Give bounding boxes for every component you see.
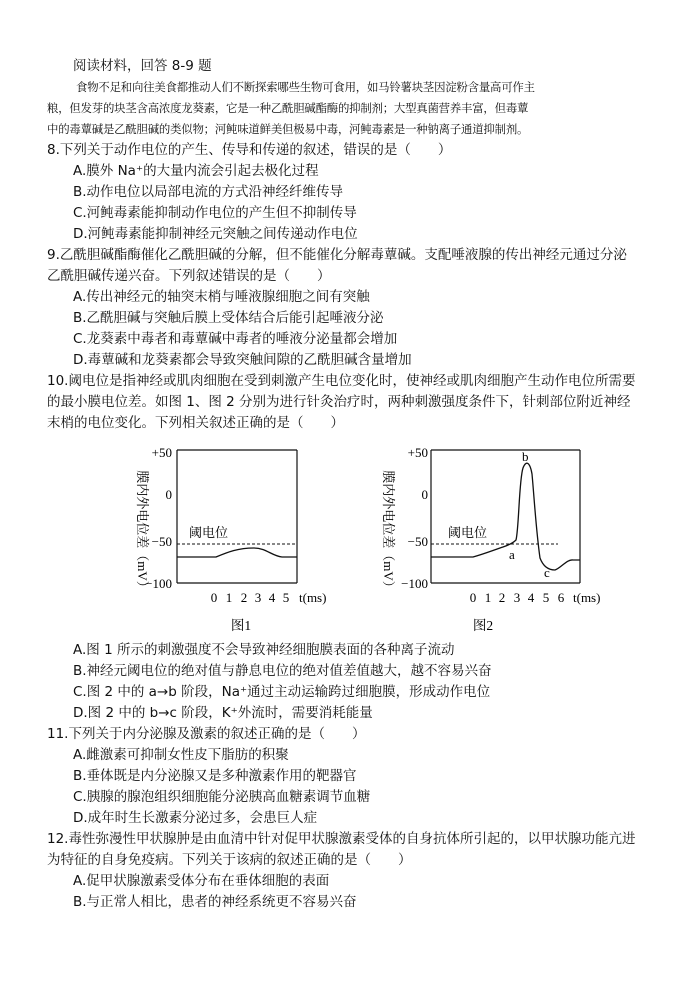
q11-option-a: A.雌激素可抑制女性皮下脂肪的积聚 [73,747,289,763]
q9-option-a: A.传出神经元的轴突末梢与唾液腺细胞之间有突触 [73,289,370,305]
fig1-xtick-1: 1 [225,590,233,605]
fig1-caption: 图1 [230,618,252,633]
fig2-point-label-c: c [544,565,550,580]
q8-option-d: D.河鲀毒素能抑制神经元突触之间传递动作电位 [73,226,358,242]
fig2-potential-curve [431,463,580,570]
fig2-ytick-plus50: +50 [407,445,428,460]
q9-stem-2: 乙酰胆碱传递兴奋。下列叙述错误的是（ ） [47,268,331,284]
fig2-xtick-6: 6 [557,590,565,605]
fig2-xtick-2: 2 [498,590,506,605]
q9-option-c: C.龙葵素中毒者和毒蕈碱中毒者的唾液分泌量都会增加 [73,331,398,347]
q11-option-c: C.胰腺的腺泡组织细胞能分泌胰高血糖素调节血糖 [73,789,371,805]
fig1-potential-curve [177,548,297,557]
q11-option-d: D.成年时生长激素分泌过多，会患巨人症 [73,810,318,826]
fig1-ytick-minus50: −50 [151,534,172,549]
fig2-ytick-0: 0 [421,487,428,502]
fig1-ytick-plus50: +50 [151,445,172,460]
fig2-xtick-0: 0 [469,590,477,605]
q12-option-a: A.促甲状腺激素受体分布在垂体细胞的表面 [73,873,330,889]
fig1-xlabel: t(ms) [299,590,327,605]
fig1-xtick-5: 5 [282,590,290,605]
fig2-xtick-5: 5 [542,590,550,605]
q10-stem-2: 的最小膜电位差。如图 1、图 2 分别为进行针灸治疗时，两种刺激强度条件下，针刺部位附近神经 [47,394,631,410]
fig2-point-label-b: b [522,449,529,464]
q12-stem-2: 为特征的自身免疫病。下列关于该病的叙述正确的是（ ） [47,852,412,868]
fig1-xtick-2: 2 [240,590,248,605]
fig2-xlabel: t(ms) [573,590,601,605]
q9-option-d: D.毒蕈碱和龙葵素都会导致突触间隙的乙酰胆碱含量增加 [73,352,412,368]
fig2-threshold-label: 阈电位 [448,525,488,540]
fig1-ylabel: 膜内外电位差（mV） [135,470,150,594]
q8-option-b: B.动作电位以局部电流的方式沿神经纤维传导 [73,184,344,200]
q9-option-b: B.乙酰胆碱与突触后膜上受体结合后能引起唾液分泌 [73,310,384,326]
fig1-xtick-0: 0 [210,590,218,605]
fig2-ylabel: 膜内外电位差（mV） [381,470,396,594]
fig2-ytick-minus50: −50 [407,534,428,549]
q8-option-a: A.膜外 Na⁺的大量内流会引起去极化过程 [73,163,319,179]
q10-option-d: D.图 2 中的 b→c 阶段，K⁺外流时，需要消耗能量 [73,705,373,721]
q10-stem-1: 10.阈电位是指神经或肌肉细胞在受到刺激产生电位变化时，使神经或肌肉细胞产生动作电位所需要 [47,373,636,389]
fig1-xtick-4: 4 [268,590,276,605]
fig2-xtick-3: 3 [513,590,521,605]
fig2-caption: 图2 [472,618,494,633]
q10-option-a: A.图 1 所示的刺激强度不会导致神经细胞膜表面的各种离子流动 [73,642,455,658]
q10-option-b: B.神经元阈电位的绝对值与静息电位的绝对值差值越大，越不容易兴奋 [73,663,492,679]
q8-stem: 8.下列关于动作电位的产生、传导和传递的叙述，错误的是（ ） [47,142,452,158]
q10-option-c: C.图 2 中的 a→b 阶段，Na⁺通过主动运输跨过细胞膜，形成动作电位 [73,684,491,700]
material-line-1: 食物不足和向往美食都推动人们不断探索哪些生物可食用，如马铃薯块茎因淀粉含量高可作主 [76,80,535,94]
q8-option-c: C.河鲀毒素能抑制动作电位的产生但不抑制传导 [73,205,357,221]
figure-1 [120,440,350,640]
fig2-ytick-minus100: −100 [401,576,428,591]
q9-stem-1: 9.乙酰胆碱酯酶催化乙酰胆碱的分解，但不能催化分解毒蕈碱。支配唾液腺的传出神经元通过分泌 [47,247,627,263]
q12-option-b: B.与正常人相比，患者的神经系统更不容易兴奋 [73,894,357,910]
fig1-threshold-label: 阈电位 [189,525,229,540]
fig2-point-label-a: a [509,547,515,562]
q10-stem-3: 末梢的电位变化。下列相关叙述正确的是（ ） [47,415,344,431]
fig1-xtick-3: 3 [254,590,262,605]
fig2-xtick-1: 1 [484,590,492,605]
q11-stem: 11.下列关于内分泌腺及激素的叙述正确的是（ ） [47,726,366,742]
intro-line: 阅读材料，回答 8-9 题 [73,58,212,74]
material-line-2: 粮，但发芽的块茎含高浓度龙葵素，它是一种乙酰胆碱酯酶的抑制剂；大型真菌营养丰富，但毒蕈 [47,101,529,115]
q11-option-b: B.垂体既是内分泌腺又是多种激素作用的靶器官 [73,768,357,784]
figure-2 [370,440,620,640]
fig2-xtick-4: 4 [527,590,535,605]
fig1-ytick-minus100: −100 [145,576,172,591]
material-line-3: 中的毒蕈碱是乙酰胆碱的类似物；河鲀味道鲜美但极易中毒，河鲀毒素是一种钠离子通道抑制剂。 [47,122,529,136]
q12-stem-1: 12.毒性弥漫性甲状腺肿是由血清中针对促甲状腺激素受体的自身抗体所引起的，以甲状腺功能亢进 [47,831,636,847]
fig1-ytick-0: 0 [165,487,172,502]
